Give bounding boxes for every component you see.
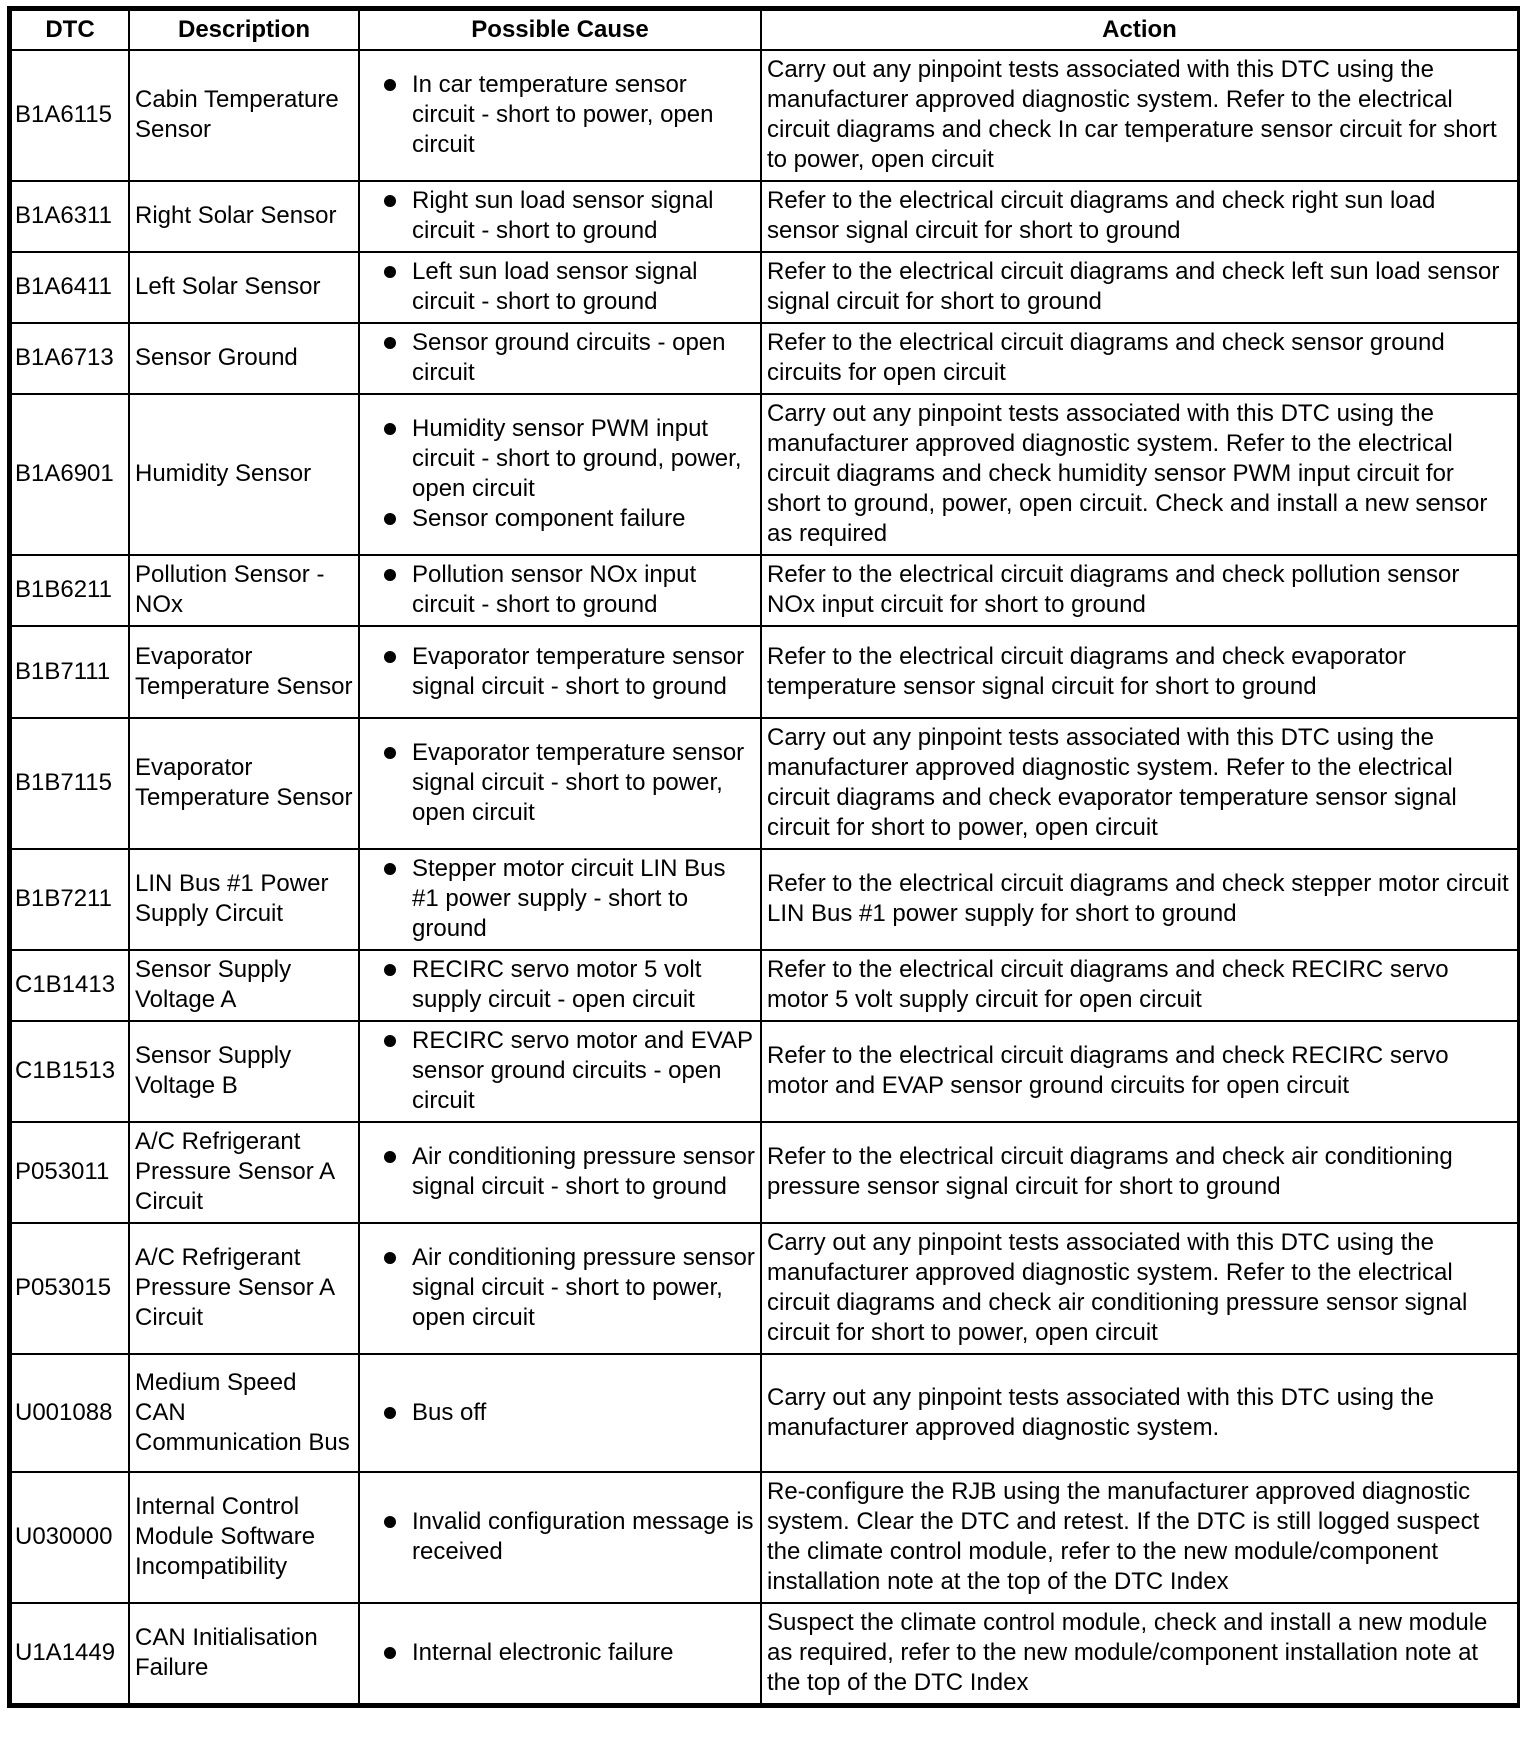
dtc-description: Evaporator Temperature Sensor (129, 626, 359, 718)
action-text: Refer to the electrical circuit diagrams and check sensor ground circuits for open circuit (761, 323, 1518, 394)
table-row (11, 394, 1518, 555)
possible-cause-cell (359, 849, 761, 950)
possible-cause-list (365, 70, 755, 160)
dtc-code: P053015 (11, 1223, 129, 1354)
possible-cause-cell (359, 555, 761, 626)
possible-cause-cell (359, 394, 761, 555)
possible-cause-list (365, 642, 755, 702)
dtc-description: CAN Initialisation Failure (129, 1603, 359, 1704)
table-row (11, 1223, 1518, 1354)
dtc-description: Cabin Temperature Sensor (129, 50, 359, 181)
dtc-code: U030000 (11, 1472, 129, 1603)
possible-cause-list (365, 1243, 755, 1333)
table-row (11, 626, 1518, 718)
possible-cause-list (365, 1507, 755, 1567)
dtc-code: B1B7115 (11, 718, 129, 849)
table-row (11, 1472, 1518, 1603)
dtc-code: P053011 (11, 1122, 129, 1223)
possible-cause-item: Air conditioning pressure sensor signal circuit - short to ground (365, 1142, 755, 1202)
possible-cause-list (365, 1142, 755, 1202)
table-row (11, 555, 1518, 626)
possible-cause-list (365, 257, 755, 317)
header-dtc: DTC (11, 10, 129, 50)
table-row (11, 1122, 1518, 1223)
dtc-description: LIN Bus #1 Power Supply Circuit (129, 849, 359, 950)
possible-cause-list (365, 1026, 755, 1116)
possible-cause-item: Sensor component failure (365, 504, 755, 534)
possible-cause-cell (359, 50, 761, 181)
possible-cause-item: RECIRC servo motor and EVAP sensor ground circuits - open circuit (365, 1026, 755, 1116)
possible-cause-list (365, 1638, 755, 1668)
table-row (11, 718, 1518, 849)
possible-cause-cell (359, 1122, 761, 1223)
possible-cause-item: Evaporator temperature sensor signal circuit - short to ground (365, 642, 755, 702)
possible-cause-list (365, 186, 755, 246)
table-row (11, 950, 1518, 1021)
possible-cause-list (365, 738, 755, 828)
possible-cause-cell (359, 323, 761, 394)
dtc-description: A/C Refrigerant Pressure Sensor A Circuit (129, 1122, 359, 1223)
dtc-code: C1B1413 (11, 950, 129, 1021)
possible-cause-cell (359, 718, 761, 849)
action-text: Refer to the electrical circuit diagrams and check RECIRC servo motor 5 volt supply circuit for open circuit (761, 950, 1518, 1021)
dtc-code: B1B7211 (11, 849, 129, 950)
possible-cause-cell (359, 252, 761, 323)
action-text: Refer to the electrical circuit diagrams and check evaporator temperature sensor signal circuit for short to ground (761, 626, 1518, 718)
possible-cause-list (365, 955, 755, 1015)
dtc-code: B1B7111 (11, 626, 129, 718)
possible-cause-item: Pollution sensor NOx input circuit - short to ground (365, 560, 755, 620)
dtc-description: Left Solar Sensor (129, 252, 359, 323)
possible-cause-item: Right sun load sensor signal circuit - short to ground (365, 186, 755, 246)
possible-cause-list (365, 560, 755, 620)
possible-cause-item: Air conditioning pressure sensor signal circuit - short to power, open circuit (365, 1243, 755, 1333)
table-row (11, 1603, 1518, 1704)
dtc-description: Sensor Supply Voltage B (129, 1021, 359, 1122)
possible-cause-list (365, 854, 755, 944)
possible-cause-item: Bus off (365, 1398, 755, 1428)
action-text: Refer to the electrical circuit diagrams and check stepper motor circuit LIN Bus #1 power supply for short to ground (761, 849, 1518, 950)
header-description: Description (129, 10, 359, 50)
possible-cause-item: Humidity sensor PWM input circuit - short to ground, power, open circuit (365, 414, 755, 504)
table-row (11, 849, 1518, 950)
action-text: Re-configure the RJB using the manufacturer approved diagnostic system. Clear the DTC and retest. If the DTC is still logged suspect the climate control module, refer to the new module/component installation note at the top of the DTC Index (761, 1472, 1518, 1603)
action-text: Carry out any pinpoint tests associated with this DTC using the manufacturer approved diagnostic system. Refer to the electrical circuit diagrams and check evaporator temperature sensor signal circuit for short to power, open circuit (761, 718, 1518, 849)
action-text: Refer to the electrical circuit diagrams and check pollution sensor NOx input circuit for short to ground (761, 555, 1518, 626)
possible-cause-item: RECIRC servo motor 5 volt supply circuit - open circuit (365, 955, 755, 1015)
table-row (11, 1021, 1518, 1122)
dtc-description: Sensor Ground (129, 323, 359, 394)
dtc-description: Humidity Sensor (129, 394, 359, 555)
possible-cause-item: Evaporator temperature sensor signal circuit - short to power, open circuit (365, 738, 755, 828)
possible-cause-cell (359, 1472, 761, 1603)
header-action: Action (761, 10, 1518, 50)
action-text: Carry out any pinpoint tests associated with this DTC using the manufacturer approved diagnostic system. Refer to the electrical circuit diagrams and check In car temperature sensor circuit for short to power, open circuit (761, 50, 1518, 181)
action-text: Carry out any pinpoint tests associated with this DTC using the manufacturer approved diagnostic system. Refer to the electrical circuit diagrams and check air conditioning pressure sensor signal circuit for short to power, open circuit (761, 1223, 1518, 1354)
possible-cause-cell (359, 626, 761, 718)
dtc-code: B1A6411 (11, 252, 129, 323)
possible-cause-list (365, 1398, 755, 1428)
dtc-code: C1B1513 (11, 1021, 129, 1122)
possible-cause-item: Invalid configuration message is received (365, 1507, 755, 1567)
dtc-code: U1A1449 (11, 1603, 129, 1704)
possible-cause-cell (359, 1223, 761, 1354)
action-text: Refer to the electrical circuit diagrams and check air conditioning pressure sensor signal circuit for short to ground (761, 1122, 1518, 1223)
dtc-description: Sensor Supply Voltage A (129, 950, 359, 1021)
dtc-code: B1A6713 (11, 323, 129, 394)
action-text: Carry out any pinpoint tests associated with this DTC using the manufacturer approved diagnostic system. (761, 1354, 1518, 1472)
dtc-description: Medium Speed CAN Communication Bus (129, 1354, 359, 1472)
action-text: Refer to the electrical circuit diagrams and check RECIRC servo motor and EVAP sensor ground circuits for open circuit (761, 1021, 1518, 1122)
possible-cause-cell (359, 1354, 761, 1472)
dtc-description: Right Solar Sensor (129, 181, 359, 252)
dtc-code: B1A6901 (11, 394, 129, 555)
dtc-table-frame (7, 6, 1520, 1708)
dtc-code: B1B6211 (11, 555, 129, 626)
possible-cause-cell (359, 1021, 761, 1122)
dtc-table-body (11, 50, 1518, 1704)
table-row (11, 323, 1518, 394)
table-row (11, 252, 1518, 323)
possible-cause-cell (359, 181, 761, 252)
dtc-description: Pollution Sensor - NOx (129, 555, 359, 626)
possible-cause-cell (359, 950, 761, 1021)
table-row (11, 181, 1518, 252)
table-row (11, 50, 1518, 181)
possible-cause-list (365, 414, 755, 534)
header-possible-cause: Possible Cause (359, 10, 761, 50)
action-text: Refer to the electrical circuit diagrams and check right sun load sensor signal circuit for short to ground (761, 181, 1518, 252)
possible-cause-cell (359, 1603, 761, 1704)
possible-cause-item: Left sun load sensor signal circuit - short to ground (365, 257, 755, 317)
table-row (11, 1354, 1518, 1472)
action-text: Carry out any pinpoint tests associated with this DTC using the manufacturer approved diagnostic system. Refer to the electrical circuit diagrams and check humidity sensor PWM input circuit for short to ground, power, open circuit. Check and install a new sensor as required (761, 394, 1518, 555)
possible-cause-item: Internal electronic failure (365, 1638, 755, 1668)
dtc-code: U001088 (11, 1354, 129, 1472)
possible-cause-item: Stepper motor circuit LIN Bus #1 power supply - short to ground (365, 854, 755, 944)
dtc-code: B1A6311 (11, 181, 129, 252)
possible-cause-item: In car temperature sensor circuit - short to power, open circuit (365, 70, 755, 160)
header-row (11, 10, 1518, 50)
dtc-description: Internal Control Module Software Incompatibility (129, 1472, 359, 1603)
dtc-description: A/C Refrigerant Pressure Sensor A Circuit (129, 1223, 359, 1354)
action-text: Refer to the electrical circuit diagrams and check left sun load sensor signal circuit for short to ground (761, 252, 1518, 323)
dtc-table (10, 9, 1519, 1705)
action-text: Suspect the climate control module, check and install a new module as required, refer to the new module/component installation note at the top of the DTC Index (761, 1603, 1518, 1704)
possible-cause-item: Sensor ground circuits - open circuit (365, 328, 755, 388)
dtc-description: Evaporator Temperature Sensor (129, 718, 359, 849)
possible-cause-list (365, 328, 755, 388)
dtc-code: B1A6115 (11, 50, 129, 181)
